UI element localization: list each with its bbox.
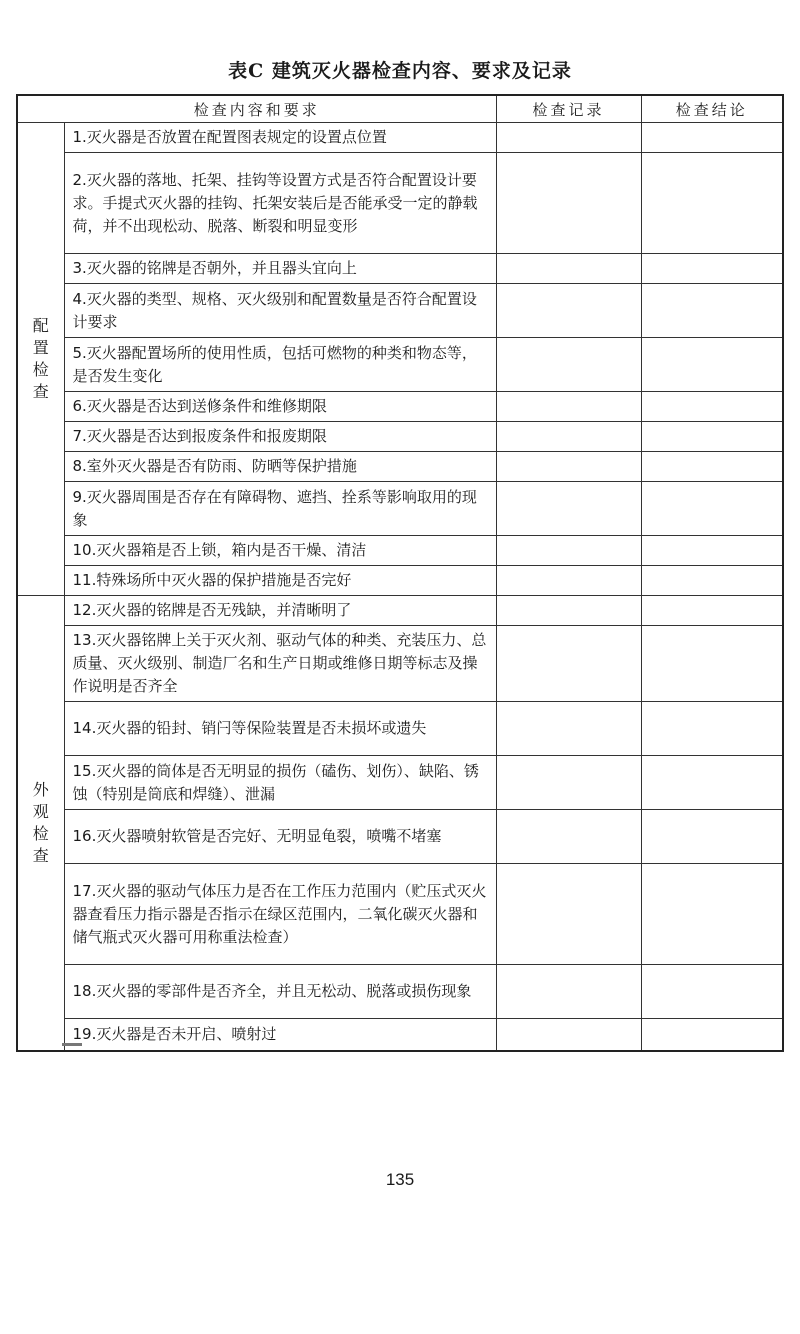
- item-text: 8.室外灭火器是否有防雨、防晒等保护措施: [64, 452, 496, 482]
- table-row: [17, 702, 783, 756]
- conclusion-cell[interactable]: [641, 422, 783, 452]
- record-cell[interactable]: [496, 536, 641, 566]
- scan-artifact: [62, 1043, 82, 1046]
- header-row: [17, 95, 783, 123]
- conclusion-cell[interactable]: [641, 123, 783, 153]
- page-number: 135: [385, 1170, 415, 1189]
- conclusion-cell[interactable]: [641, 536, 783, 566]
- table-row: [17, 566, 783, 596]
- record-cell[interactable]: [496, 392, 641, 422]
- record-cell[interactable]: [496, 338, 641, 392]
- record-cell[interactable]: [496, 482, 641, 536]
- group-label-config: 配置检查: [17, 123, 64, 596]
- table-row: [17, 482, 783, 536]
- record-cell[interactable]: [496, 153, 641, 254]
- item-text: 13.灭火器铭牌上关于灭火剂、驱动气体的种类、充装压力、总质量、灭火级别、制造厂名和生产日期或维修日期等标志及操作说明是否齐全: [64, 626, 496, 702]
- table-title: 表C 建筑灭火器检查内容、要求及记录: [228, 60, 572, 82]
- header-conclusion: 检查结论: [641, 95, 783, 123]
- record-cell[interactable]: [496, 422, 641, 452]
- group-label-appearance: 外观检查: [17, 596, 64, 1051]
- item-text: 5.灭火器配置场所的使用性质，包括可燃物的种类和物态等，是否发生变化: [64, 338, 496, 392]
- record-cell[interactable]: [496, 452, 641, 482]
- table-row: [17, 392, 783, 422]
- record-cell[interactable]: [496, 284, 641, 338]
- conclusion-cell[interactable]: [641, 965, 783, 1019]
- record-cell[interactable]: [496, 702, 641, 756]
- item-text: 14.灭火器的铅封、销闩等保险装置是否未损坏或遗失: [64, 702, 496, 756]
- table-row: [17, 596, 783, 626]
- table-row: [17, 452, 783, 482]
- item-text: 15.灭火器的筒体是否无明显的损伤（磕伤、划伤）、缺陷、锈蚀（特别是筒底和焊缝）、泄漏: [64, 756, 496, 810]
- table-row: [17, 284, 783, 338]
- item-text: 4.灭火器的类型、规格、灭火级别和配置数量是否符合配置设计要求: [64, 284, 496, 338]
- item-text: 2.灭火器的落地、托架、挂钩等设置方式是否符合配置设计要求。手提式灭火器的挂钩、托架安装后是否能承受一定的静载荷，并不出现松动、脱落、断裂和明显变形: [64, 153, 496, 254]
- conclusion-cell[interactable]: [641, 153, 783, 254]
- conclusion-cell[interactable]: [641, 482, 783, 536]
- record-cell[interactable]: [496, 254, 641, 284]
- item-text: 12.灭火器的铭牌是否无残缺，并清晰明了: [64, 596, 496, 626]
- conclusion-cell[interactable]: [641, 392, 783, 422]
- item-text: 17.灭火器的驱动气体压力是否在工作压力范围内（贮压式灭火器查看压力指示器是否指示在绿区范围内，二氧化碳灭火器和储气瓶式灭火器可用称重法检查）: [64, 864, 496, 965]
- record-cell[interactable]: [496, 626, 641, 702]
- conclusion-cell[interactable]: [641, 810, 783, 864]
- conclusion-cell[interactable]: [641, 284, 783, 338]
- table-row: [17, 1019, 783, 1051]
- item-text: 1.灭火器是否放置在配置图表规定的设置点位置: [64, 123, 496, 153]
- conclusion-cell[interactable]: [641, 452, 783, 482]
- conclusion-cell[interactable]: [641, 254, 783, 284]
- record-cell[interactable]: [496, 965, 641, 1019]
- conclusion-cell[interactable]: [641, 566, 783, 596]
- conclusion-cell[interactable]: [641, 338, 783, 392]
- table-row: [17, 536, 783, 566]
- item-text: 6.灭火器是否达到送修条件和维修期限: [64, 392, 496, 422]
- table-row: [17, 422, 783, 452]
- table-row: [17, 756, 783, 810]
- conclusion-cell[interactable]: [641, 702, 783, 756]
- header-content: 检查内容和要求: [17, 95, 496, 123]
- item-text: 7.灭火器是否达到报废条件和报废期限: [64, 422, 496, 452]
- table-row: [17, 626, 783, 702]
- header-record: 检查记录: [496, 95, 641, 123]
- conclusion-cell[interactable]: [641, 756, 783, 810]
- record-cell[interactable]: [496, 1019, 641, 1051]
- item-text: 19.灭火器是否未开启、喷射过: [64, 1019, 496, 1051]
- table-row: [17, 338, 783, 392]
- record-cell[interactable]: [496, 596, 641, 626]
- table-row: [17, 864, 783, 965]
- table-row: [17, 254, 783, 284]
- item-text: 9.灭火器周围是否存在有障碍物、遮挡、拴系等影响取用的现象: [64, 482, 496, 536]
- table-row: [17, 153, 783, 254]
- table-row: [17, 810, 783, 864]
- table-row: [17, 123, 783, 153]
- item-text: 3.灭火器的铭牌是否朝外，并且器头宜向上: [64, 254, 496, 284]
- item-text: 18.灭火器的零部件是否齐全，并且无松动、脱落或损伤现象: [64, 965, 496, 1019]
- conclusion-cell[interactable]: [641, 864, 783, 965]
- inspection-table: [16, 94, 784, 1052]
- record-cell[interactable]: [496, 566, 641, 596]
- item-text: 11.特殊场所中灭火器的保护措施是否完好: [64, 566, 496, 596]
- record-cell[interactable]: [496, 810, 641, 864]
- conclusion-cell[interactable]: [641, 1019, 783, 1051]
- item-text: 10.灭火器箱是否上锁，箱内是否干燥、清洁: [64, 536, 496, 566]
- table-row: [17, 965, 783, 1019]
- record-cell[interactable]: [496, 864, 641, 965]
- conclusion-cell[interactable]: [641, 626, 783, 702]
- record-cell[interactable]: [496, 123, 641, 153]
- conclusion-cell[interactable]: [641, 596, 783, 626]
- item-text: 16.灭火器喷射软管是否完好、无明显龟裂，喷嘴不堵塞: [64, 810, 496, 864]
- record-cell[interactable]: [496, 756, 641, 810]
